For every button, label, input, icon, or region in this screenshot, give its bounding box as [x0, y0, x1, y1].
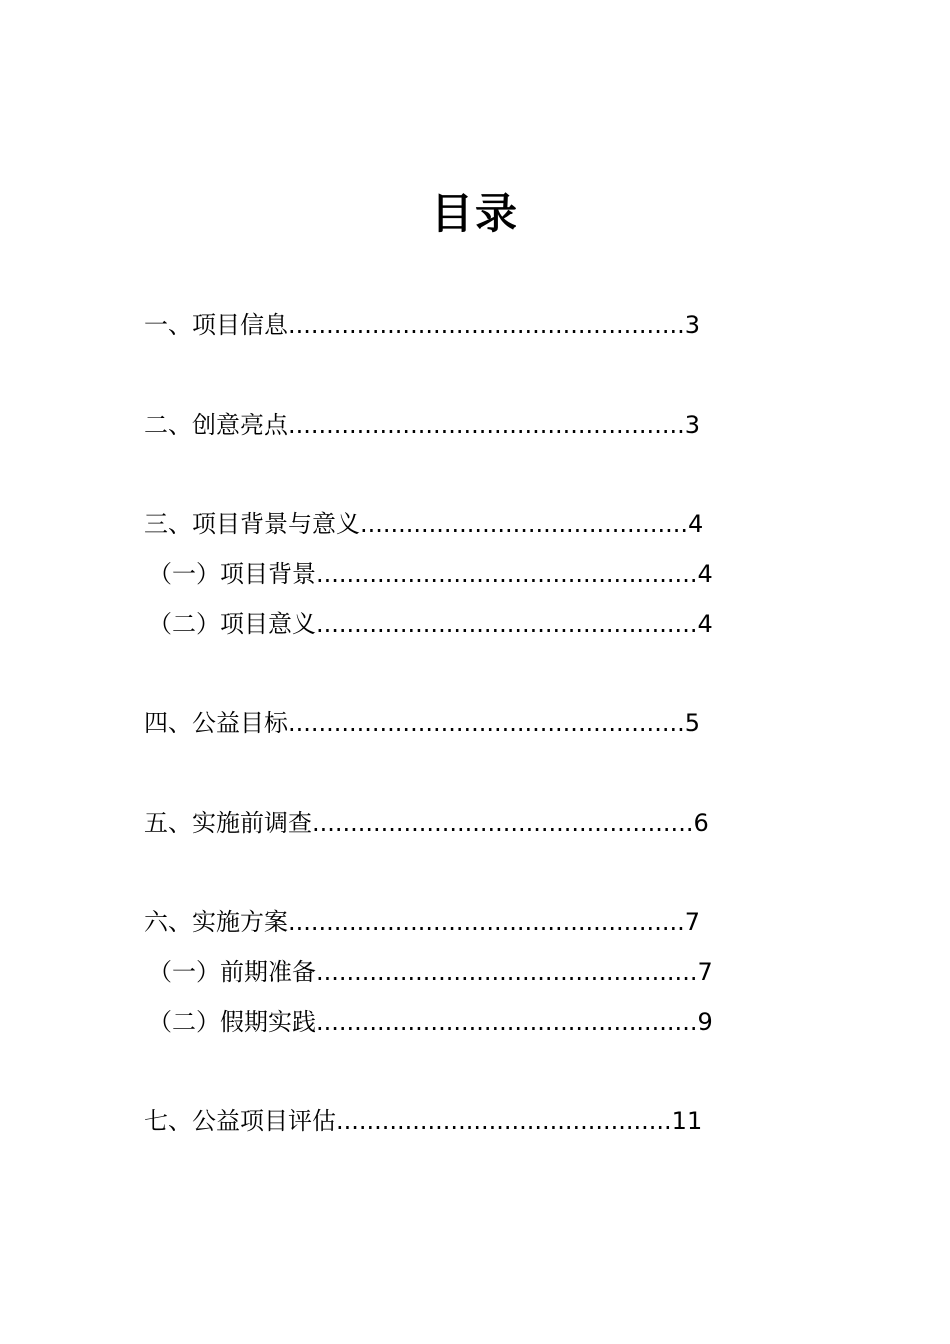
toc-entry-leader: ..................................................	[316, 958, 698, 986]
toc-entry-label: （二）项目意义	[148, 610, 316, 638]
toc-entry-page: 4	[697, 610, 713, 638]
toc-entry-label: （一）项目背景	[148, 560, 316, 588]
toc-entry-page: 9	[697, 1008, 713, 1036]
toc-entry-leader: ..................................................	[312, 809, 694, 837]
toc-entry-5[interactable]	[144, 806, 709, 840]
toc-entry-4[interactable]	[144, 706, 700, 740]
toc-entry-page: 3	[684, 311, 700, 339]
toc-entry-leader: ............................................	[336, 1107, 672, 1135]
toc-entry-6-2[interactable]	[148, 1005, 713, 1039]
toc-entry-label: 七、公益项目评估	[144, 1107, 336, 1135]
toc-entry-page: 6	[693, 809, 709, 837]
toc-entry-leader: ....................................................	[288, 311, 685, 339]
toc-entry-3-1[interactable]	[148, 557, 713, 591]
toc-entry-label: （二）假期实践	[148, 1008, 316, 1036]
toc-entry-leader: ..................................................	[316, 1008, 698, 1036]
toc-entry-page: 4	[697, 560, 713, 588]
toc-entry-label: 六、实施方案	[144, 908, 288, 936]
page-title: 目录	[430, 189, 519, 238]
toc-entry-label: 一、项目信息	[144, 311, 288, 339]
toc-entry-page: 7	[684, 908, 700, 936]
toc-entry-leader: ....................................................	[288, 908, 685, 936]
toc-entry-2[interactable]	[144, 408, 700, 442]
toc-entry-leader: ....................................................	[288, 709, 685, 737]
toc-entry-leader: ..................................................	[316, 560, 698, 588]
toc-entry-3[interactable]	[144, 507, 703, 541]
toc-entry-page: 11	[671, 1107, 703, 1135]
toc-entry-leader: ..................................................	[316, 610, 698, 638]
toc-entry-3-2[interactable]	[148, 607, 713, 641]
toc-entry-label: （一）前期准备	[148, 958, 316, 986]
toc-entry-label: 五、实施前调查	[144, 809, 312, 837]
toc-entry-page: 5	[684, 709, 700, 737]
toc-entry-1[interactable]	[144, 308, 700, 342]
toc-entry-leader: ...........................................	[360, 510, 689, 538]
toc-entry-page: 3	[684, 411, 700, 439]
toc-entry-label: 二、创意亮点	[144, 411, 288, 439]
toc-entry-page: 7	[697, 958, 713, 986]
toc-entry-label: 三、项目背景与意义	[144, 510, 360, 538]
toc-entry-6-1[interactable]	[148, 955, 713, 989]
toc-entry-7[interactable]	[144, 1104, 702, 1138]
toc-entry-label: 四、公益目标	[144, 709, 288, 737]
toc-entry-6[interactable]	[144, 905, 700, 939]
toc-entry-page: 4	[688, 510, 704, 538]
toc-entry-leader: ....................................................	[288, 411, 685, 439]
